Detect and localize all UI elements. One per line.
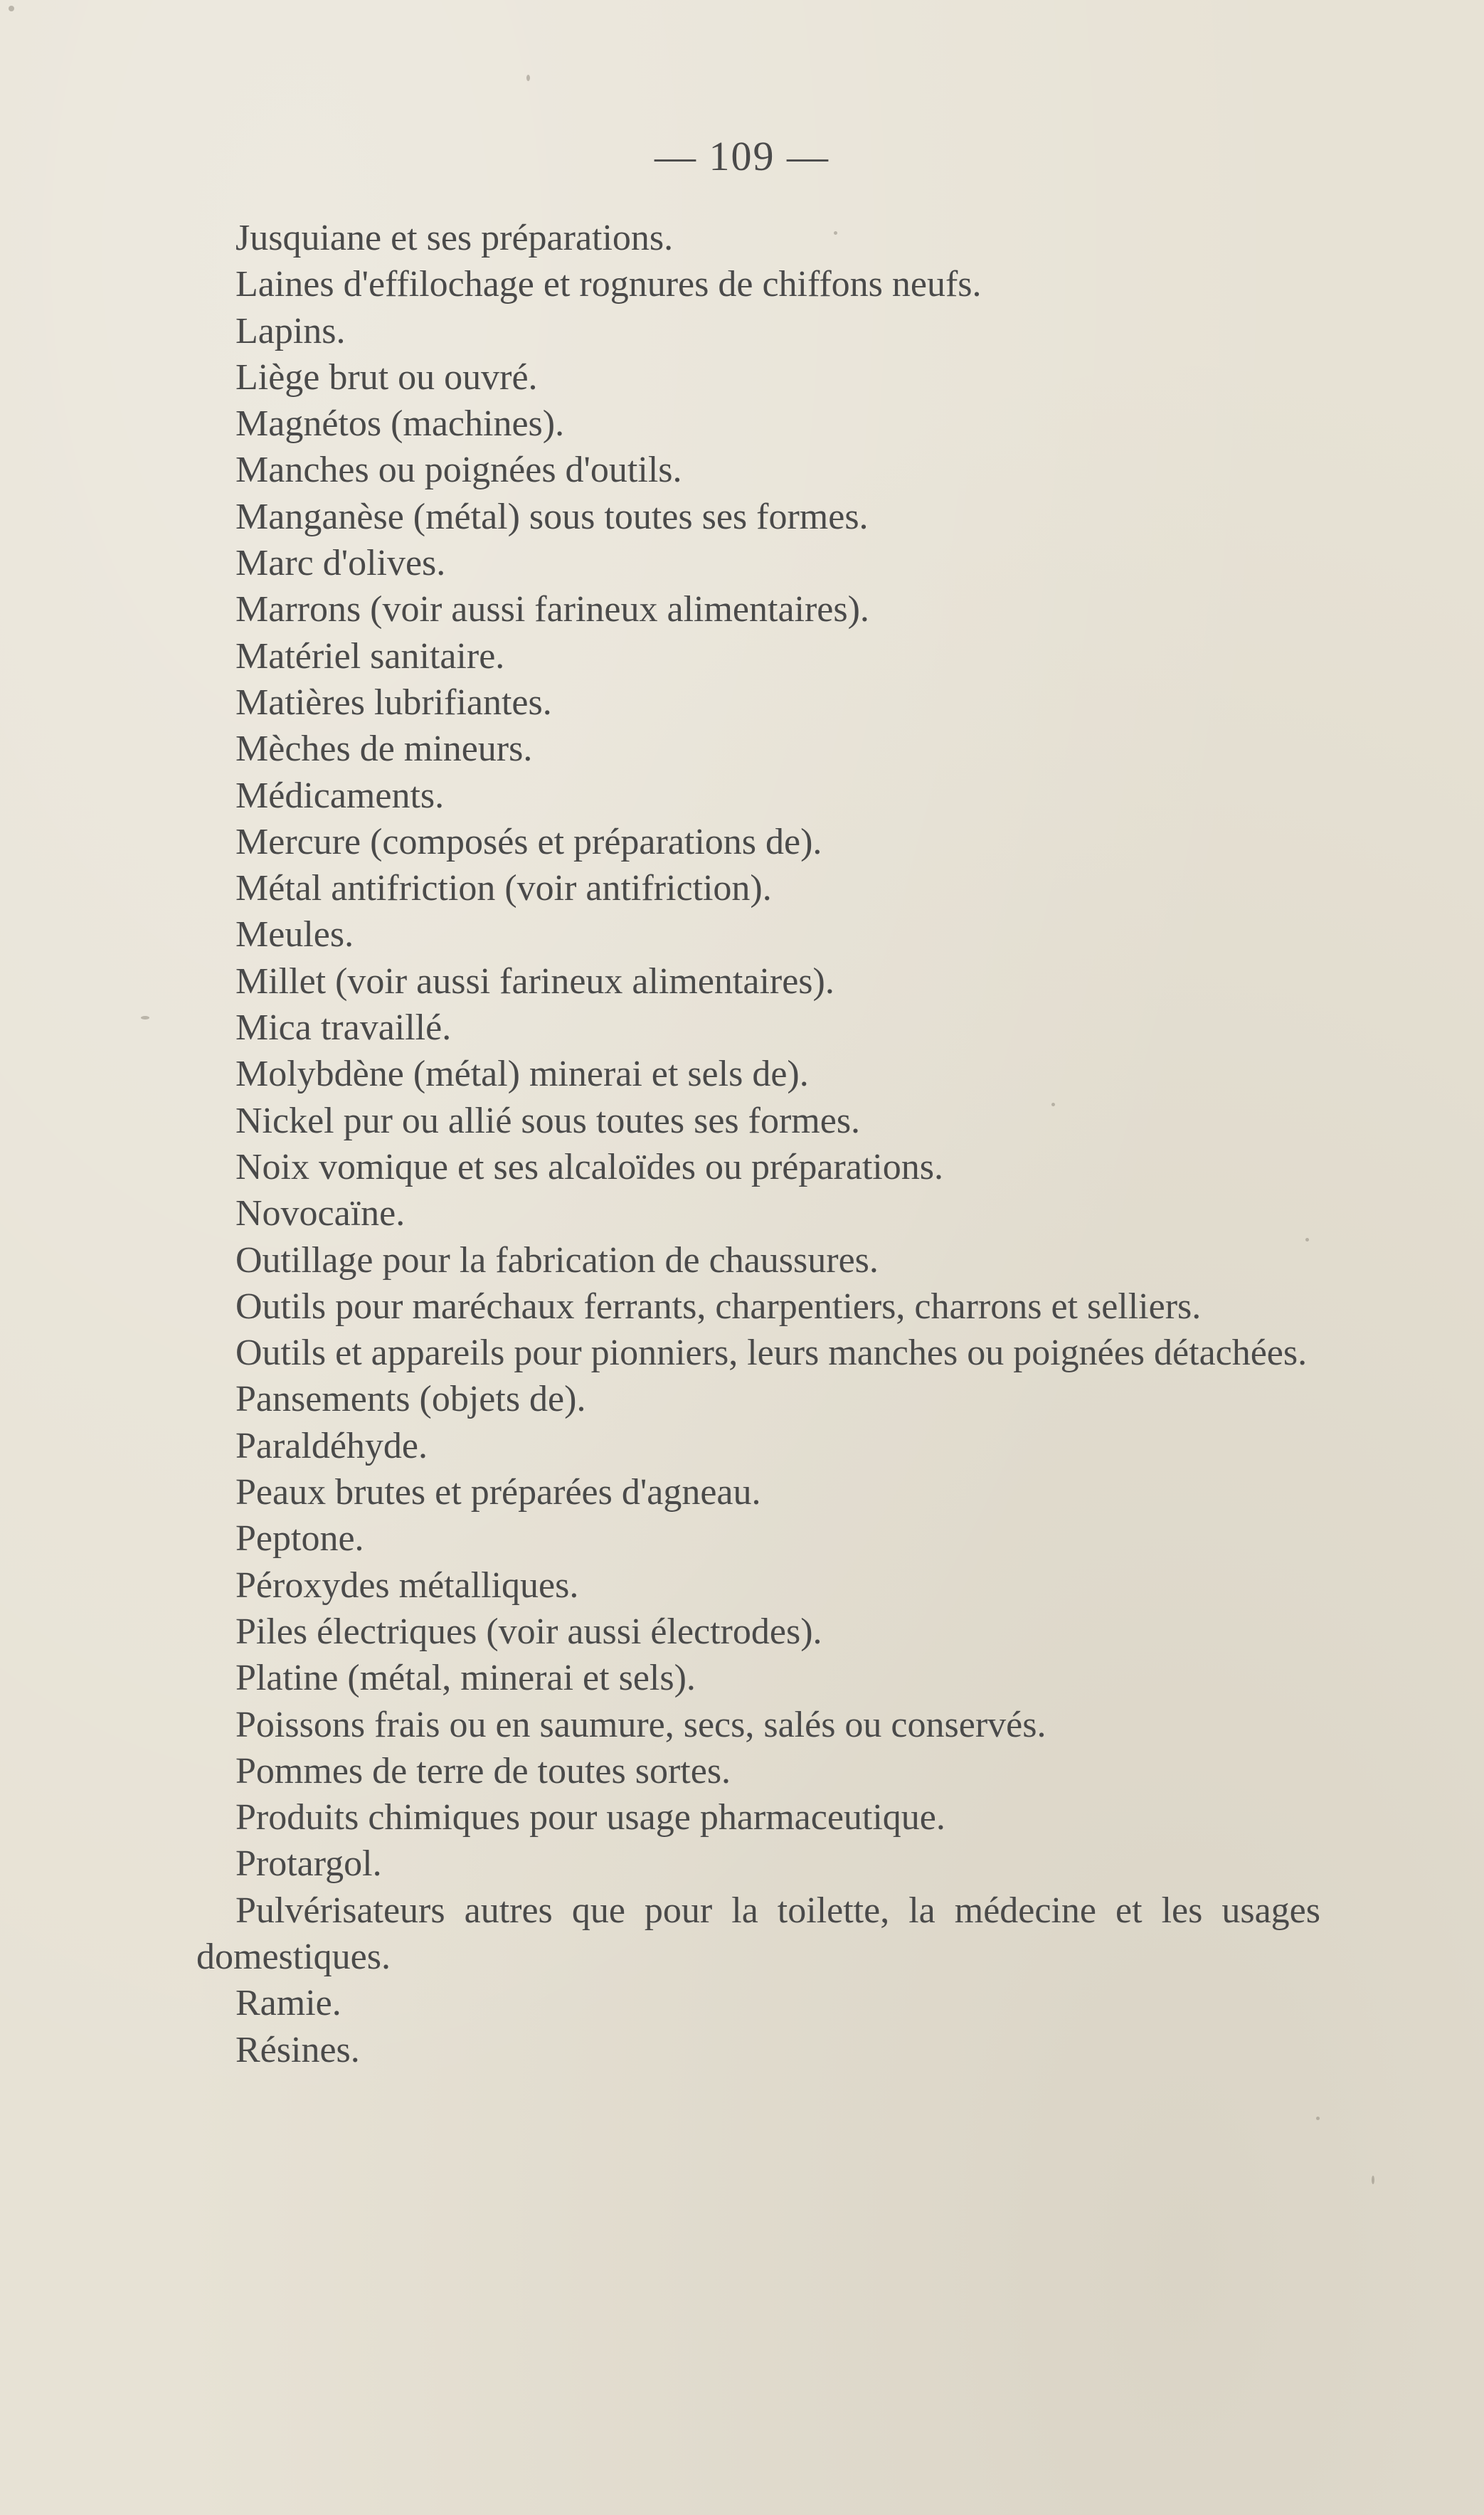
list-item: Magnétos (machines). — [235, 403, 565, 445]
list-item: Nickel pur ou allié sous toutes ses formes. — [235, 1100, 861, 1141]
list-item: Novocaïne. — [235, 1193, 406, 1234]
list-item: Protargol. — [235, 1843, 382, 1885]
paper-speck — [834, 231, 837, 235]
list-item: Poissons frais ou en saumure, secs, salés ou conservés. — [235, 1704, 1046, 1745]
list-item: Paraldéhyde. — [235, 1425, 428, 1466]
paper-speck — [1372, 2176, 1374, 2184]
list-item: Millet (voir aussi farineux alimentaires). — [235, 960, 834, 1002]
list-item: Matériel sanitaire. — [235, 635, 505, 677]
paper-speck — [9, 6, 14, 11]
page-number: — 109 — — [654, 133, 830, 179]
entry-list — [196, 215, 1320, 2073]
list-item: Outils pour maréchaux ferrants, charpentiers, charrons et selliers. — [235, 1286, 1202, 1327]
list-item: Marrons (voir aussi farineux alimentaires). — [235, 589, 869, 630]
paper-speck — [141, 1016, 149, 1020]
list-item: Pommes de terre de toutes sortes. — [235, 1750, 731, 1791]
list-item: Pansements (objets de). — [235, 1379, 586, 1420]
list-item: Ramie. — [235, 1983, 341, 2024]
list-item: Noix vomique et ses alcaloïdes ou préparations. — [235, 1146, 943, 1187]
paper-speck — [1305, 1238, 1309, 1241]
list-item: Pulvérisateurs autres que pour la toilette, la médecine et les usages domestiques. — [196, 1890, 1320, 1977]
list-item: Jusquiane et ses préparations. — [235, 218, 674, 258]
paper-speck — [1316, 2117, 1320, 2120]
list-item: Lapins. — [235, 310, 346, 351]
list-item: Molybdène (métal) minerai et sels de). — [235, 1054, 809, 1095]
list-item: Manganèse (métal) sous toutes ses formes. — [235, 496, 869, 537]
list-item: Piles électriques (voir aussi électrodes). — [235, 1611, 822, 1652]
list-item: Mercure (composés et préparations de). — [235, 821, 822, 862]
list-item: Mica travaillé. — [235, 1007, 452, 1049]
list-item: Outils et appareils pour pionniers, leurs manches ou poignées détachées. — [235, 1333, 1308, 1374]
list-item: Liège brut ou ouvré. — [235, 356, 538, 398]
list-item: Médicaments. — [235, 775, 445, 816]
list-item: Laines d'effilochage et rognures de chiffons neufs. — [235, 264, 982, 305]
paper-speck — [526, 75, 530, 81]
list-item: Produits chimiques pour usage pharmaceutique. — [235, 1797, 945, 1838]
paper-speck — [1051, 1103, 1055, 1106]
list-item: Meules. — [235, 914, 354, 955]
list-item: Résines. — [235, 2029, 360, 2070]
list-item: Outillage pour la fabrication de chaussures. — [235, 1239, 879, 1281]
list-item: Péroxydes métalliques. — [235, 1564, 579, 1606]
list-item: Manches ou poignées d'outils. — [235, 450, 682, 491]
list-item: Mèches de mineurs. — [235, 729, 533, 770]
list-item: Métal antifriction (voir antifriction). — [235, 868, 772, 909]
list-item: Peptone. — [235, 1518, 364, 1560]
list-item: Matières lubrifiantes. — [235, 682, 552, 723]
list-item: Platine (métal, minerai et sels). — [235, 1658, 696, 1699]
list-item: Marc d'olives. — [235, 543, 446, 584]
list-item: Peaux brutes et préparées d'agneau. — [235, 1472, 761, 1513]
